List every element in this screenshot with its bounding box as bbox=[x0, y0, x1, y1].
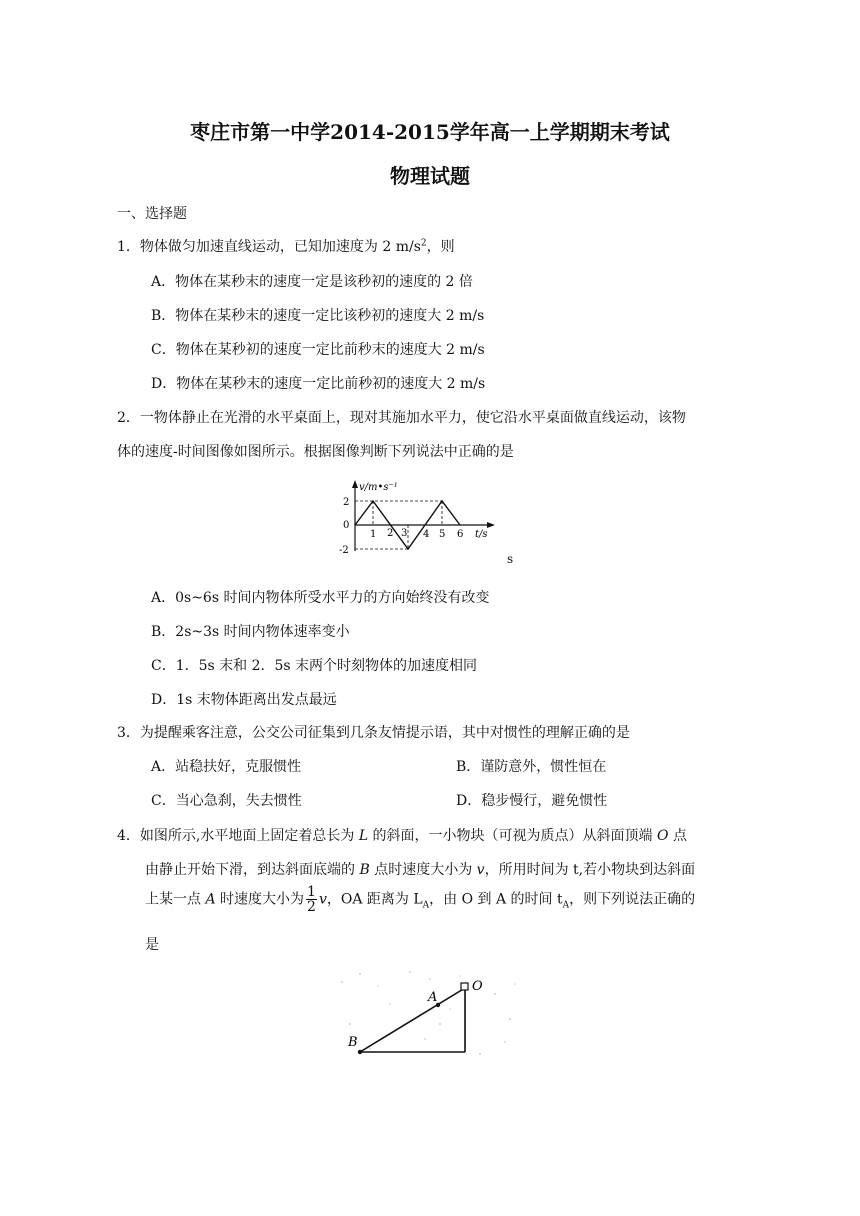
exam-title: 枣庄市第一中学2014-2015学年高一上学期期末考试 bbox=[190, 120, 670, 144]
question-1-stem: 1．物体做匀加速直线运动，已知加速度为 2 $m/s^2$，则 bbox=[117, 238, 455, 255]
question-2-stem-line1: 2．一物体静止在光滑的水平桌面上，现对其施加水平力，使它沿水平桌面做直线运动，该物 bbox=[117, 410, 686, 426]
label-a: A bbox=[428, 990, 438, 1005]
label-o: O bbox=[472, 979, 483, 994]
q3-option-d: D．稳步慢行，避免惯性 bbox=[456, 793, 608, 809]
q3-option-a: A．站稳扶好，克服惯性 bbox=[151, 759, 302, 775]
y-axis-arrow-icon bbox=[352, 480, 358, 488]
question-4-line3: 上某一点 A 时速度大小为 $\frac{1}{2}$ v，OA 距离为 $L_A$，由 O 到 A 的时间 $t_A$，则下列说法正确的 bbox=[145, 884, 696, 915]
x-tick-6: 6 bbox=[457, 529, 464, 540]
stray-mark: s bbox=[507, 552, 514, 566]
point-b bbox=[358, 1050, 362, 1054]
incline-figure bbox=[330, 964, 530, 1064]
x-axis-label: t/s bbox=[475, 529, 488, 540]
q1-option-b: B．物体在某秒末的速度一定比该秒初的速度大 2 m/s bbox=[151, 308, 485, 324]
y-tick-0: 0 bbox=[343, 520, 350, 531]
question-2-stem-line2: 体的速度-时间图像如图所示。根据图像判断下列说法中正确的是 bbox=[117, 444, 514, 460]
fraction-half: $\frac{1}{2}$ bbox=[307, 884, 316, 915]
incline-surface bbox=[360, 988, 465, 1052]
q3-option-b: B．谨防意外，惯性恒在 bbox=[456, 759, 607, 775]
x-tick-4: 4 bbox=[423, 529, 430, 540]
question-3-stem: 3．为提醒乘客注意，公交公司征集到几条友情提示语，其中对惯性的理解正确的是 bbox=[117, 725, 630, 741]
x-axis-arrow-icon bbox=[487, 522, 495, 528]
y-axis-label: v/m•s⁻¹ bbox=[359, 482, 398, 493]
block-icon bbox=[461, 983, 468, 990]
y-tick-neg2: -2 bbox=[339, 545, 349, 556]
y-tick-2: 2 bbox=[343, 497, 350, 508]
q3-option-c: C．当心急刹，失去惯性 bbox=[151, 793, 302, 809]
exam-subtitle: 物理试题 bbox=[390, 164, 470, 188]
x-tick-1: 1 bbox=[370, 529, 377, 540]
x-tick-3: 3 bbox=[401, 528, 408, 539]
section-heading: 一、选择题 bbox=[117, 206, 187, 222]
velocity-time-graph bbox=[335, 476, 525, 568]
scan-noise bbox=[341, 971, 516, 1055]
label-b: B bbox=[348, 1035, 358, 1050]
x-tick-2: 2 bbox=[387, 528, 394, 539]
q1-option-d: D．物体在某秒末的速度一定比前秒初的速度大 2 m/s bbox=[151, 376, 486, 392]
q1-option-a: A．物体在某秒末的速度一定是该秒初的速度的 2 倍 bbox=[151, 274, 473, 290]
q2-option-b: B．2s~3s 时间内物体速率变小 bbox=[151, 624, 350, 640]
question-4-line1: 4．如图所示,水平地面上固定着总长为 L 的斜面，一小物块（可视为质点）从斜面顶端 O 点 bbox=[117, 828, 687, 844]
question-4-line4: 是 bbox=[145, 937, 159, 953]
q2-option-a: A．0s~6s 时间内物体所受水平力的方向始终没有改变 bbox=[151, 590, 490, 606]
q2-option-c: C．1．5s 末和 2．5s 末两个时刻物体的加速度相同 bbox=[151, 658, 478, 674]
x-tick-5: 5 bbox=[439, 529, 446, 540]
q2-option-d: D．1s 末物体距离出发点最远 bbox=[151, 692, 337, 708]
question-4-line2: 由静止开始下滑，到达斜面底端的 B 点时速度大小为 v，所用时间为 t,若小物块到达斜面 bbox=[145, 862, 696, 878]
q1-option-c: C．物体在某秒初的速度一定比前秒末的速度大 2 m/s bbox=[151, 342, 485, 358]
